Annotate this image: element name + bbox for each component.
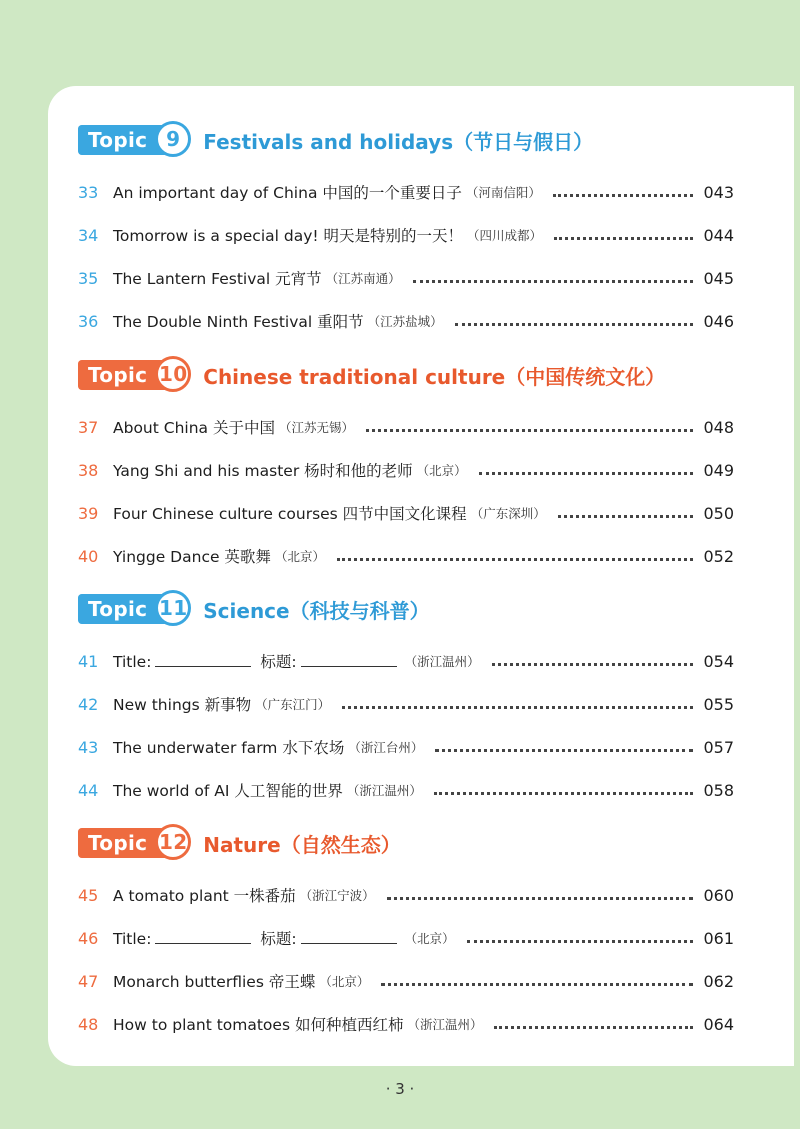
entry-title: The world of AI 人工智能的世界 xyxy=(113,782,343,800)
topic-10-header xyxy=(78,355,665,395)
entry-region: （浙江温州） xyxy=(404,654,480,669)
entry-number: 42 xyxy=(78,694,99,714)
topic-label xyxy=(78,594,188,624)
toc-entry-45[interactable] xyxy=(78,880,734,910)
dot-leader xyxy=(434,792,694,795)
page-number: · 3 · xyxy=(385,1080,415,1098)
entry-page: 060 xyxy=(703,885,734,905)
entry-region: （浙江温州） xyxy=(407,1017,483,1032)
entry-title: The Lantern Festival 元宵节 xyxy=(113,270,322,288)
topic-number: 11 xyxy=(155,590,191,626)
entry-region: （江苏盐城） xyxy=(367,314,443,329)
entry-number: 40 xyxy=(78,546,99,566)
entry-title: An important day of China 中国的一个重要日子 xyxy=(113,184,462,202)
dot-leader xyxy=(479,472,694,475)
entry-region: （四川成都） xyxy=(467,228,543,243)
entry-page: 062 xyxy=(703,971,734,991)
topic-word: Topic xyxy=(88,363,148,387)
toc-entry-47[interactable] xyxy=(78,966,734,996)
toc-entry-40[interactable] xyxy=(78,541,734,571)
dot-leader xyxy=(435,749,693,752)
title-blank[interactable] xyxy=(155,652,251,667)
dot-leader xyxy=(494,1026,693,1029)
topic-number: 12 xyxy=(155,824,191,860)
entry-number: 48 xyxy=(78,1014,99,1034)
topic-title: Science（科技与科普） xyxy=(203,598,430,623)
topic-word: Topic xyxy=(88,831,148,855)
entry-region: （浙江宁波） xyxy=(299,888,375,903)
topic-word: Topic xyxy=(88,128,148,152)
entry-page: 057 xyxy=(703,737,734,757)
dot-leader xyxy=(337,558,694,561)
topic-title: Nature（自然生态） xyxy=(203,832,401,857)
topic-title: Chinese traditional culture（中国传统文化） xyxy=(203,364,666,389)
toc-entry-46[interactable] xyxy=(78,923,734,953)
title-label: Title: xyxy=(113,653,152,671)
entry-title: Monarch butterflies 帝王蝶 xyxy=(113,973,316,991)
entry-region: （北京） xyxy=(416,463,467,478)
toc-entry-48[interactable] xyxy=(78,1009,734,1039)
entry-number: 35 xyxy=(78,268,99,288)
topic-label xyxy=(78,360,188,390)
dot-leader xyxy=(492,663,694,666)
dot-leader xyxy=(381,983,693,986)
dot-leader xyxy=(455,323,694,326)
entry-title: How to plant tomatoes 如何种植西红柿 xyxy=(113,1016,404,1034)
entry-number: 46 xyxy=(78,928,99,948)
entry-number: 45 xyxy=(78,885,99,905)
entry-number: 41 xyxy=(78,651,99,671)
entry-region: （广东江门） xyxy=(255,697,331,712)
entry-page: 052 xyxy=(703,546,734,566)
entry-number: 39 xyxy=(78,503,99,523)
topic-word: Topic xyxy=(88,597,148,621)
entry-title xyxy=(113,927,401,949)
entry-page: 046 xyxy=(703,311,734,331)
topic-label xyxy=(78,828,188,858)
entry-number: 38 xyxy=(78,460,99,480)
entry-page: 043 xyxy=(703,182,734,202)
entry-page: 054 xyxy=(703,651,734,671)
entry-title: New things 新事物 xyxy=(113,696,252,714)
entry-page: 058 xyxy=(703,780,734,800)
title-blank[interactable] xyxy=(155,929,251,944)
entry-title: Four Chinese culture courses 四节中国文化课程 xyxy=(113,505,467,523)
entry-number: 34 xyxy=(78,225,99,245)
title-label: Title: xyxy=(113,930,152,948)
entry-number: 33 xyxy=(78,182,99,202)
entry-title: A tomato plant 一株番茄 xyxy=(113,887,296,905)
entry-title: Yingge Dance 英歌舞 xyxy=(113,548,271,566)
entry-title: Yang Shi and his master 杨时和他的老师 xyxy=(113,462,413,480)
entry-region: （北京） xyxy=(274,549,325,564)
entry-region: （广东深圳） xyxy=(470,506,546,521)
entry-region: （浙江温州） xyxy=(346,783,422,798)
dot-leader xyxy=(342,706,693,709)
topic-number: 9 xyxy=(155,121,191,157)
topic-11-header xyxy=(78,589,430,629)
dot-leader xyxy=(366,429,693,432)
toc-entry-35[interactable] xyxy=(78,263,734,293)
toc-entry-33[interactable] xyxy=(78,177,734,207)
topic-12-header xyxy=(78,823,401,863)
toc-entry-44[interactable] xyxy=(78,775,734,805)
dot-leader xyxy=(553,194,694,197)
dot-leader xyxy=(558,515,694,518)
dot-leader xyxy=(413,280,694,283)
topic-label xyxy=(78,125,185,155)
entry-region: （北京） xyxy=(404,931,455,946)
entry-number: 37 xyxy=(78,417,99,437)
toc-entry-42[interactable] xyxy=(78,689,734,719)
entry-page: 061 xyxy=(703,928,734,948)
entry-region: （江苏南通） xyxy=(325,271,401,286)
dot-leader xyxy=(467,940,694,943)
toc-entry-38[interactable] xyxy=(78,455,734,485)
toc-entry-36[interactable] xyxy=(78,306,734,336)
title-blank-cn[interactable] xyxy=(301,652,397,667)
title-blank-cn[interactable] xyxy=(301,929,397,944)
toc-entry-37[interactable] xyxy=(78,412,734,442)
entry-page: 045 xyxy=(703,268,734,288)
entry-number: 36 xyxy=(78,311,99,331)
entry-title: About China 关于中国 xyxy=(113,419,275,437)
toc-entry-43[interactable] xyxy=(78,732,734,762)
topic-number: 10 xyxy=(155,356,191,392)
entry-page: 055 xyxy=(703,694,734,714)
entry-number: 44 xyxy=(78,780,99,800)
entry-page: 044 xyxy=(703,225,734,245)
title-label-cn: 标题: xyxy=(260,653,297,671)
entry-region: （河南信阳） xyxy=(465,185,541,200)
dot-leader xyxy=(554,237,693,240)
toc-entry-41[interactable] xyxy=(78,646,734,676)
entry-page: 064 xyxy=(703,1014,734,1034)
dot-leader xyxy=(387,897,694,900)
entry-title xyxy=(113,650,401,672)
entry-number: 47 xyxy=(78,971,99,991)
entry-number: 43 xyxy=(78,737,99,757)
entry-title: The underwater farm 水下农场 xyxy=(113,739,345,757)
entry-page: 049 xyxy=(703,460,734,480)
topic-9-header xyxy=(78,120,593,160)
entry-page: 050 xyxy=(703,503,734,523)
entry-region: （江苏无锡） xyxy=(278,420,354,435)
toc-entry-34[interactable] xyxy=(78,220,734,250)
entry-region: （北京） xyxy=(319,974,370,989)
entry-title: The Double Ninth Festival 重阳节 xyxy=(113,313,364,331)
topic-title: Festivals and holidays（节日与假日） xyxy=(203,129,594,154)
toc-entry-39[interactable] xyxy=(78,498,734,528)
entry-page: 048 xyxy=(703,417,734,437)
entry-region: （浙江台州） xyxy=(348,740,424,755)
title-label-cn: 标题: xyxy=(260,930,297,948)
entry-title: Tomorrow is a special day! 明天是特别的一天！ xyxy=(113,227,464,245)
